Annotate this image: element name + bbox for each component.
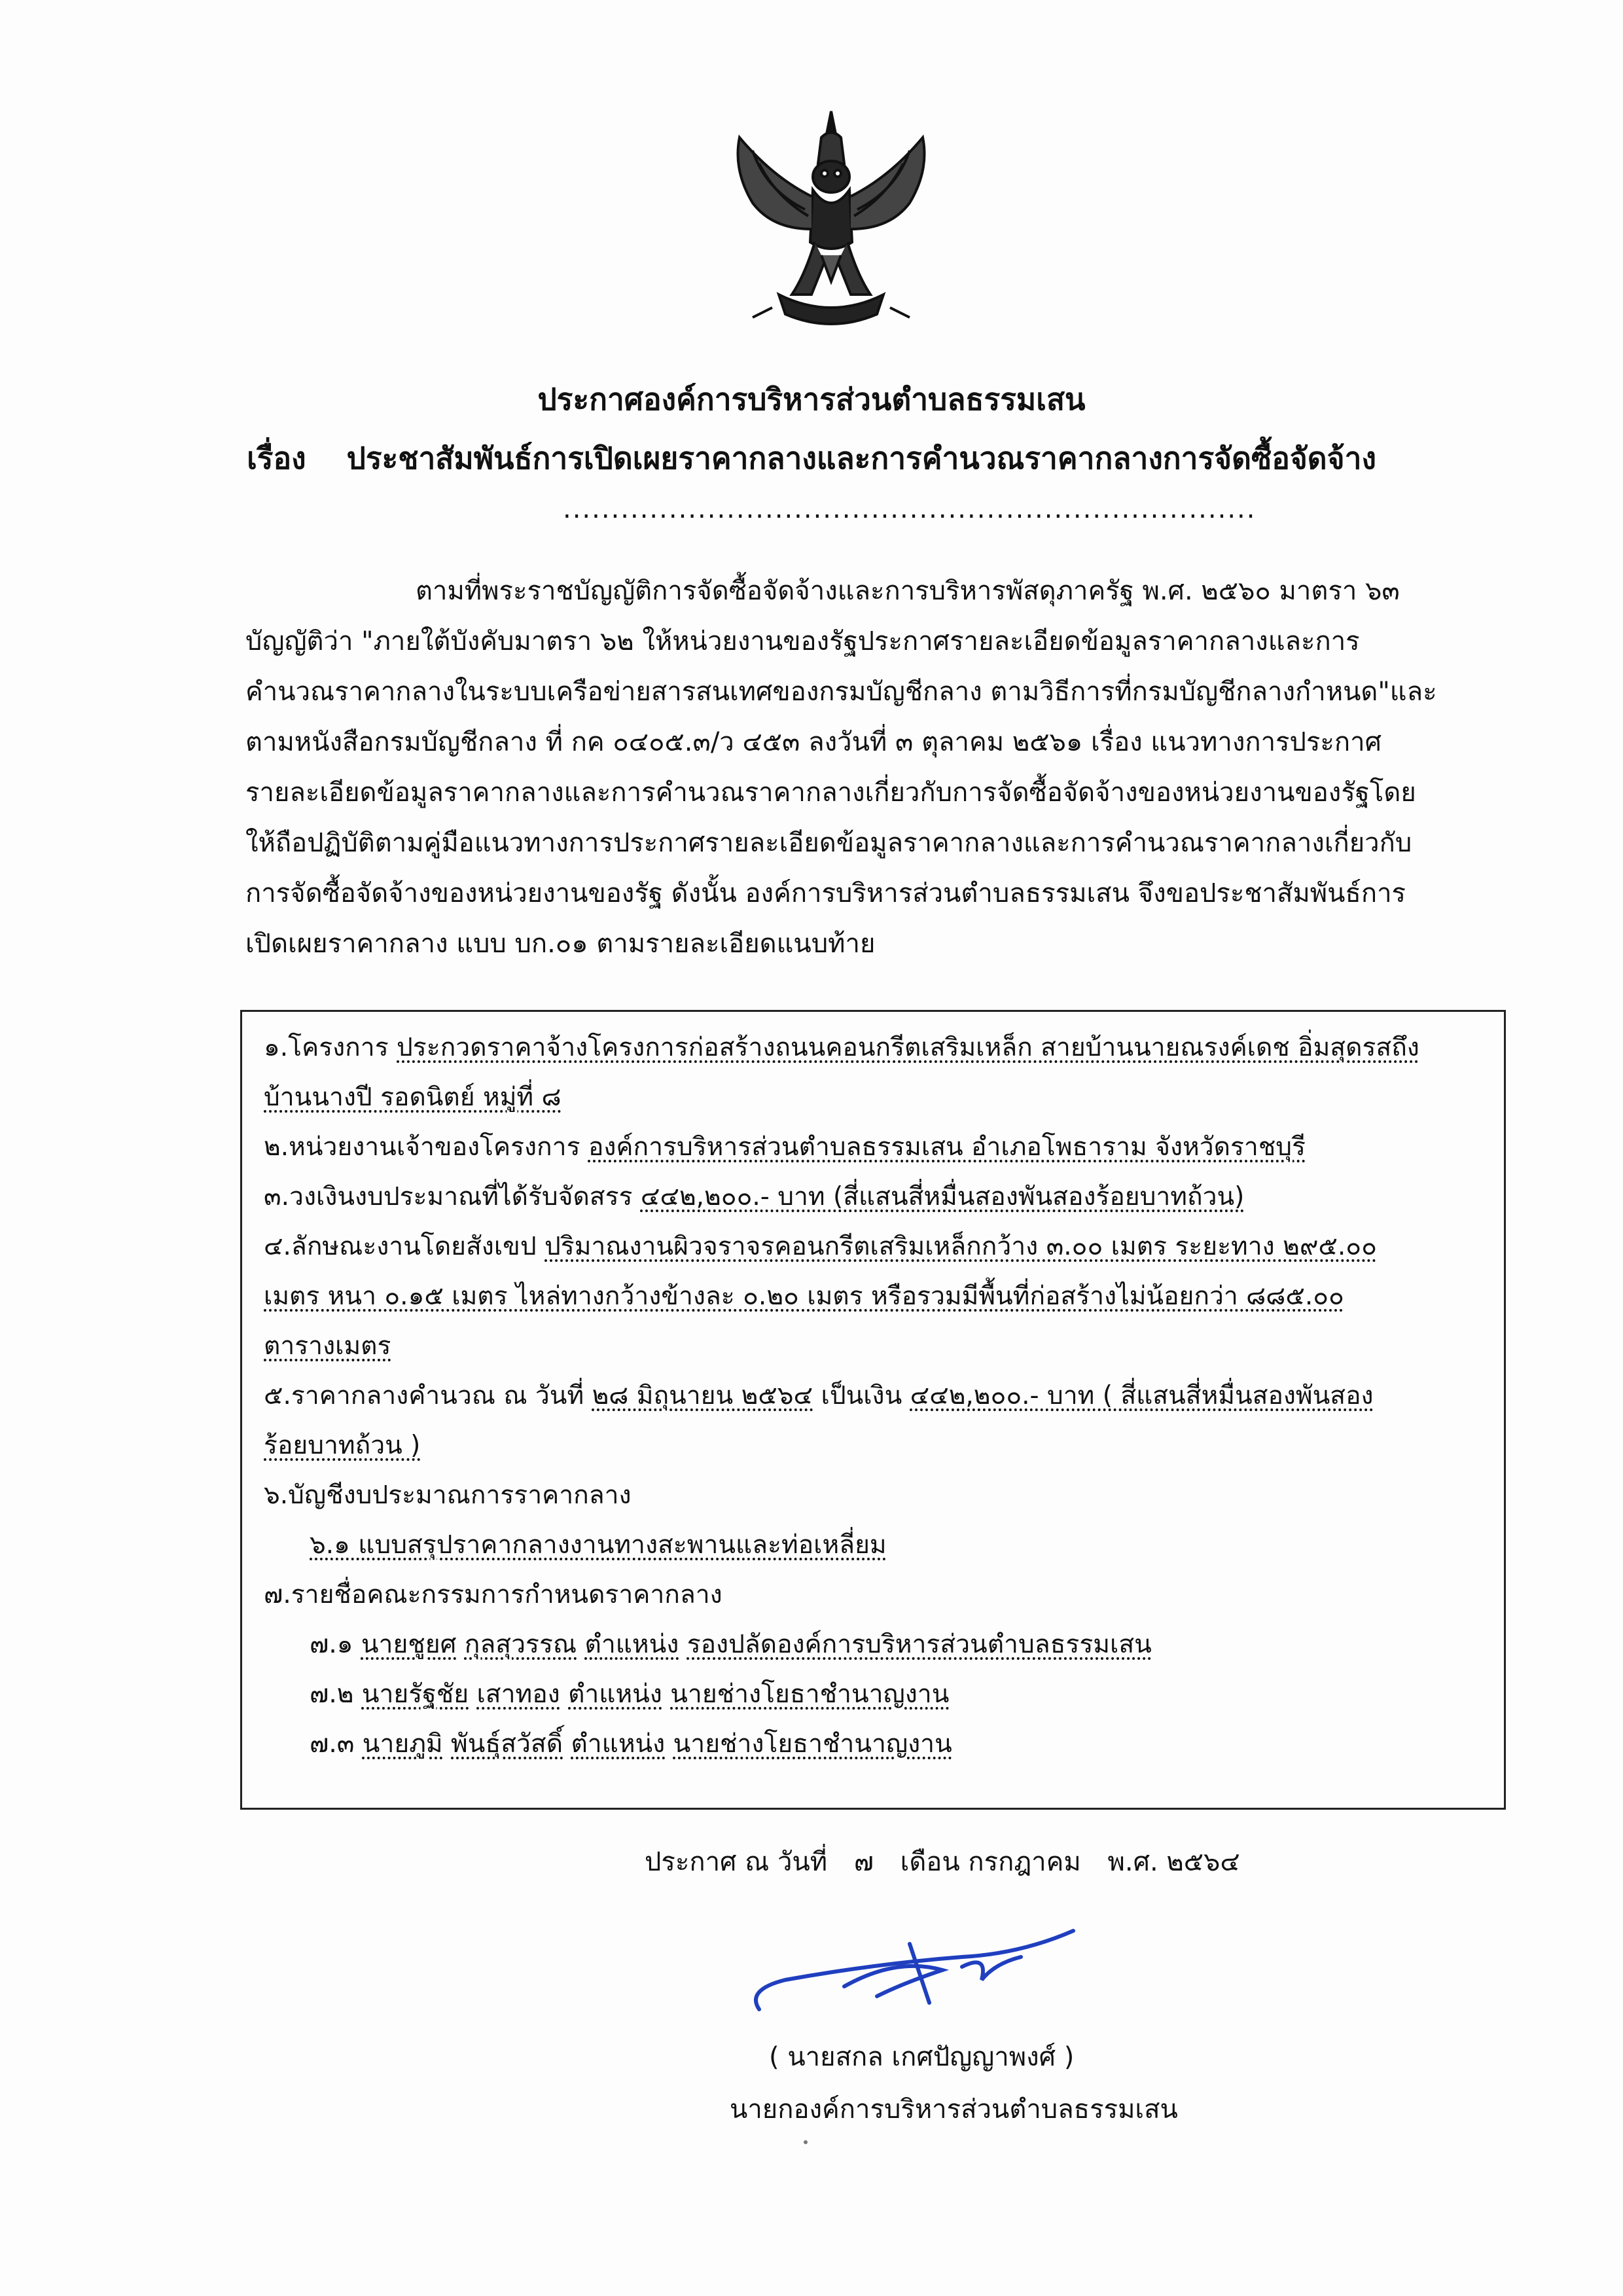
intro-line: เปิดเผยราคากลาง แบบ บก.๐๑ ตามรายละเอียดแนบท้าย xyxy=(245,929,876,959)
intro-line: รายละเอียดข้อมูลราคากลางและการคำนวณราคากลางเกี่ยวกับการจัดซื้อจัดจ้างของหน่วยงานของรัฐโดย xyxy=(245,778,1416,808)
work-summary: ปริมาณงานผิวจราจรคอนกรีตเสริมเหล็กกว้าง ๓.๐๐ เมตร ระยะทาง ๒๙๕.๐๐ xyxy=(544,1232,1377,1261)
paper-speck xyxy=(804,2140,808,2144)
detail-median-price: ๕.ราคากลางคำนวณ ณ วันที่ ๒๘ มิถุนายน ๒๕๖๔ เป็นเงิน ๔๔๒,๒๐๐.- บาท ( สี่แสนสี่หมื่นสองพันสอง xyxy=(264,1381,1374,1410)
title-separator: ........................................................................ xyxy=(563,494,1257,524)
intro-paragraph xyxy=(245,566,1440,969)
median-price-amount: ๔๔๒,๒๐๐.- บาท ( สี่แสนสี่หมื่นสองพันสอง xyxy=(910,1381,1374,1410)
median-price-date: ๒๘ มิถุนายน ๒๕๖๔ xyxy=(592,1381,813,1410)
agency-name: องค์การบริหารส่วนตำบลธรรมเสน อำเภอโพธาราม จังหวัดราชบุรี xyxy=(588,1132,1306,1162)
intro-line: บัญญัติว่า "ภายใต้บังคับมาตรา ๖๒ ให้หน่วยงานของรัฐประกาศรายละเอียดข้อมูลราคากลางและการ xyxy=(245,626,1360,656)
detail-budget-account: ๖.บัญชีงบประมาณการราคากลาง xyxy=(264,1480,632,1510)
subject-line xyxy=(0,439,1623,478)
subject-label: เรื่อง xyxy=(247,440,306,476)
project-name: ประกวดราคาจ้างโครงการก่อสร้างถนนคอนกรีตเสริมเหล็ก สายบ้านนายณรงค์เดช อิ่มสุดรสถึง xyxy=(397,1033,1419,1062)
committee-member: ๗.๑ นายชูยศ กุลสุวรรณ ตำแหน่ง รองปลัดองค์การบริหารส่วนตำบลธรรมเสน xyxy=(310,1630,1152,1659)
committee-member: ๗.๓ นายภูมิ พันธุ์สวัสดิ์ ตำแหน่ง นายช่างโยธาชำนาญงาน xyxy=(310,1729,952,1759)
median-price-amount-cont: ร้อยบาทถ้วน ) xyxy=(264,1431,421,1460)
committee-member: ๗.๒ นายรัฐชัย เสาทอง ตำแหน่ง นายช่างโยธาชำนาญงาน xyxy=(310,1679,950,1709)
intro-line: ตามหนังสือกรมบัญชีกลาง ที่ กค ๐๔๐๕.๓/ว ๔๕๓ ลงวันที่ ๓ ตุลาคม ๒๕๖๑ เรื่อง แนวทางการประกาศ xyxy=(245,727,1382,757)
intro-line: การจัดซื้อจัดจ้างของหน่วยงานของรัฐ ดังนั้น องค์การบริหารส่วนตำบลธรรมเสน จึงขอประชาสัมพันธ์การ xyxy=(245,878,1406,908)
project-details-box xyxy=(240,1010,1506,1810)
intro-line: คำนวณราคากลางในระบบเครือข่ายสารสนเทศของกรมบัญชีกลาง ตามวิธีการที่กรมบัญชีกลางกำหนด"และ xyxy=(245,677,1437,707)
detail-work-summary: ๔.ลักษณะงานโดยสังเขป ปริมาณงานผิวจราจรคอนกรีตเสริมเหล็กกว้าง ๓.๐๐ เมตร ระยะทาง ๒๙๕.๐๐ xyxy=(264,1232,1377,1261)
work-summary-cont: เมตร หนา ๐.๑๕ เมตร ไหล่ทางกว้างข้างละ ๐.๒๐ เมตร หรือรวมมีพื้นที่ก่อสร้างไม่น้อยกว่า ๘๘๕.๐๐ xyxy=(264,1282,1344,1311)
detail-project: ๑.โครงการ ประกวดราคาจ้างโครงการก่อสร้างถนนคอนกรีตเสริมเหล็ก สายบ้านนายณรงค์เดช อิ่มสุดรสถึง xyxy=(264,1033,1419,1062)
announce-day: ๗ xyxy=(853,1847,874,1877)
announcement-title: ประกาศองค์การบริหารส่วนตำบลธรรมเสน xyxy=(537,382,1086,417)
project-name-cont: บ้านนางปี รอดนิตย์ หมู่ที่ ๘ xyxy=(264,1083,562,1112)
work-summary-cont: ตารางเมตร xyxy=(264,1331,391,1361)
intro-line: ให้ถือปฏิบัติตามคู่มือแนวทางการประกาศรายละเอียดข้อมูลราคากลางและการคำนวณราคากลางเกี่ยวกับ xyxy=(245,828,1412,858)
budget-account-item: ๖.๑ แบบสรุปราคากลางงานทางสะพานและท่อเหลี่ยม xyxy=(310,1530,887,1560)
signer-position: นายกองค์การบริหารส่วนตำบลธรรมเสน xyxy=(730,2094,1178,2125)
signer-name: ( นายสกล เกศปัญญาพงศ์ ) xyxy=(769,2042,1075,2072)
detail-committee: ๗.รายชื่อคณะกรรมการกำหนดราคากลาง xyxy=(264,1580,722,1609)
budget-value: ๔๔๒,๒๐๐.- บาท (สี่แสนสี่หมื่นสองพันสองร้อยบาทถ้วน) xyxy=(640,1182,1245,1211)
announce-year: ๒๕๖๔ xyxy=(1166,1847,1240,1877)
announce-month: กรกฎาคม xyxy=(968,1847,1081,1877)
handwritten-signature xyxy=(746,1918,1086,2029)
garuda-emblem-icon xyxy=(713,98,949,347)
intro-line: ตามที่พระราชบัญญัติการจัดซื้อจัดจ้างและการบริหารพัสดุภาครัฐ พ.ศ. ๒๕๖๐ มาตรา ๖๓ xyxy=(416,576,1400,606)
detail-budget: ๓.วงเงินงบประมาณที่ได้รับจัดสรร ๔๔๒,๒๐๐.- บาท (สี่แสนสี่หมื่นสองพันสองร้อยบาทถ้วน) xyxy=(264,1182,1245,1211)
subject-text: ประชาสัมพันธ์การเปิดเผยราคากลางและการคำนวณราคากลางการจัดซื้อจัดจ้าง xyxy=(346,440,1376,476)
detail-agency: ๒.หน่วยงานเจ้าของโครงการ องค์การบริหารส่วนตำบลธรรมเสน อำเภอโพธาราม จังหวัดราชบุรี xyxy=(264,1132,1306,1162)
announcement-date: ประกาศ ณ วันที่ ๗ เดือน กรกฎาคม พ.ศ. ๒๕๖๔ xyxy=(645,1847,1240,1877)
